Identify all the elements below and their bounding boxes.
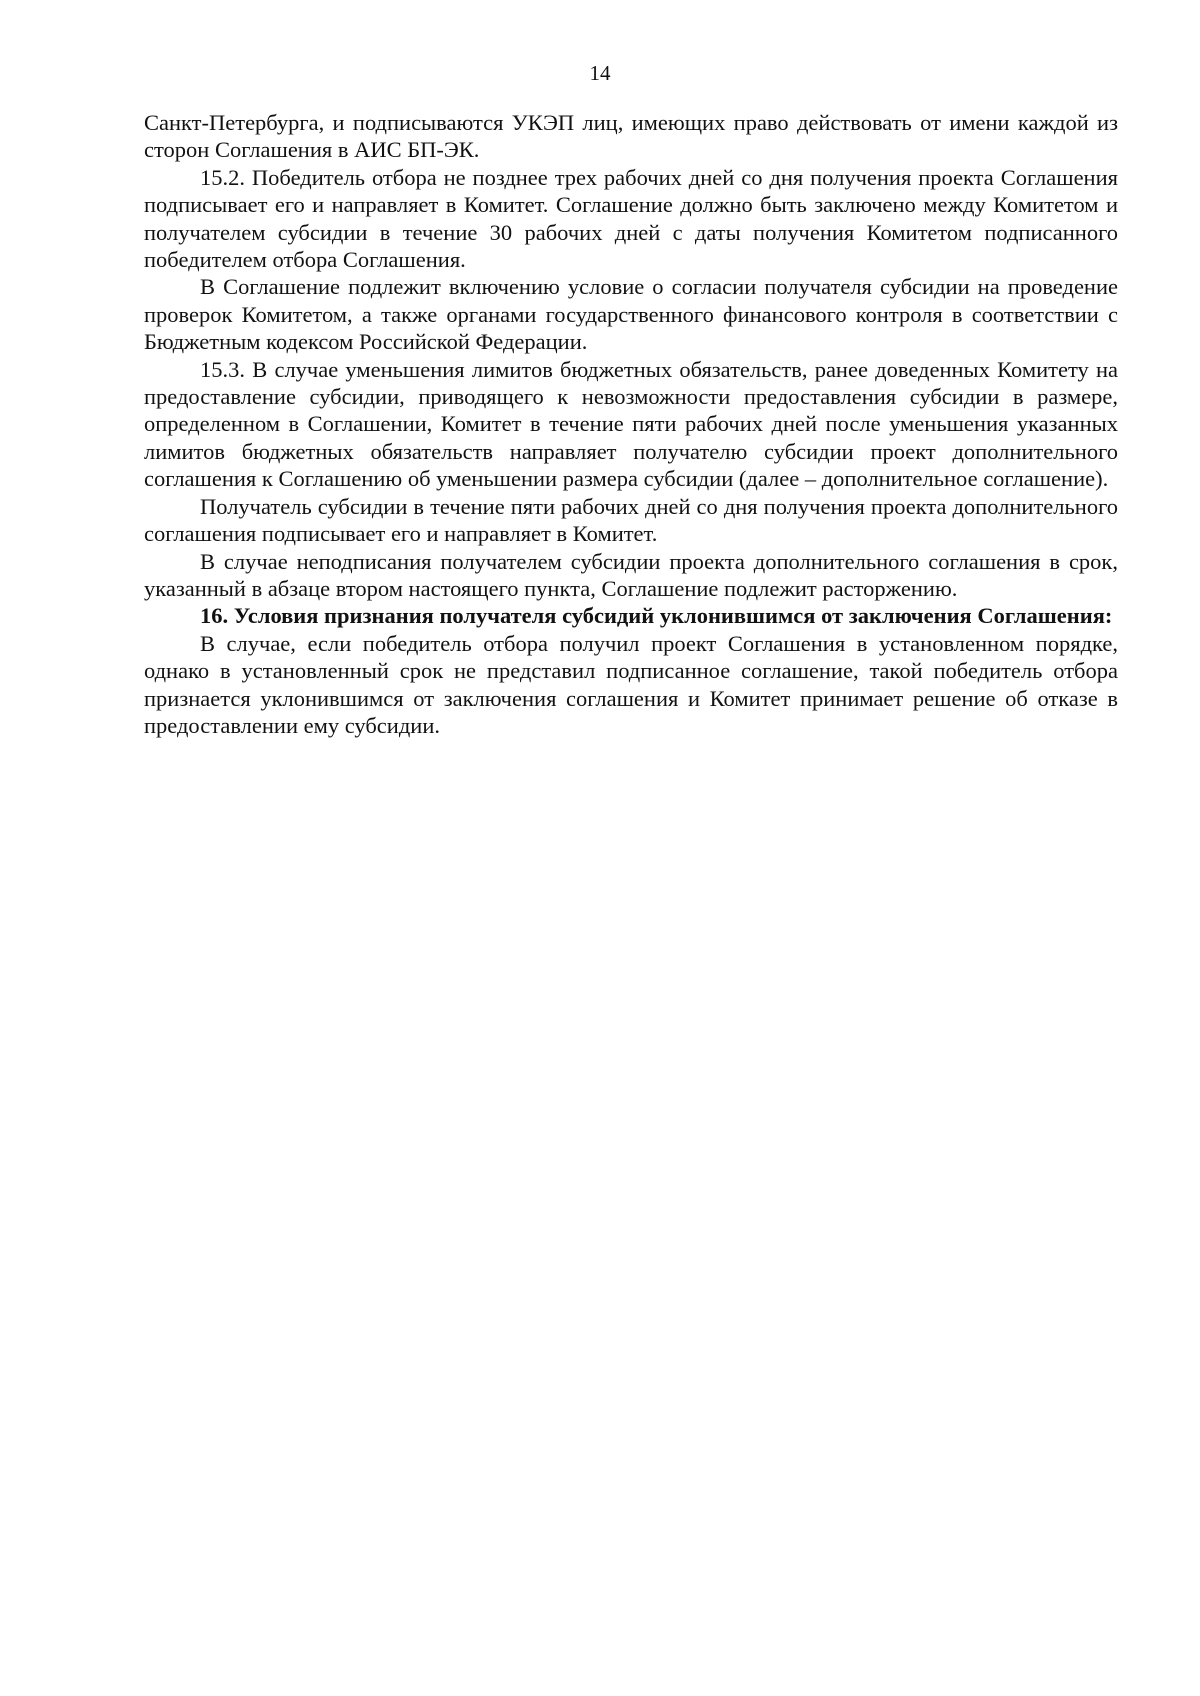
section-16-heading: 16. Условия признания получателя субсидий уклонившимся от заключения Соглашения: [200,603,1113,629]
document-body [144,109,1118,739]
paragraph-15-2: 15.2. Победитель отбора не позднее трех рабочих дней со дня получения проекта Соглашения подписывает его и направляет в Комитет. Соглашение должно быть заключено между Комитетом и получателем субсидии в течение 30 рабочих дней с даты получения Комитетом подписанного победителем отбора Соглашения. [144,164,1118,273]
section-16-body: В случае, если победитель отбора получил проект Соглашения в установленном порядке, однако в установленный срок не представил подписанное соглашение, такой победитель отбора признается уклонившимся от заключения соглашения и Комитет принимает решение об отказе в предоставлении ему субсидии. [144,630,1118,738]
paragraph-15-3: 15.3. В случае уменьшения лимитов бюджетных обязательств, ранее доведенных Комитету на предоставление субсидии, приводящего к невозможности предоставления субсидии в размере, определенном в Соглашении, Комитет в течение пяти рабочих дней после уменьшения указанных лимитов бюджетных обязательств направляет получателю субсидии проект дополнительного соглашения к Соглашению об уменьшении размера субсидии (далее – дополнительное соглашение). [144,356,1118,492]
paragraph-recipient-signing: Получатель субсидии в течение пяти рабочих дней со дня получения проекта дополнительного соглашения подписывает его и направляет в Комитет. [144,493,1118,547]
paragraph-agreement-condition: В Соглашение подлежит включению условие о согласии получателя субсидии на проведение проверок Комитетом, а также органами государственного финансового контроля в соответствии с Бюджетным кодексом Российской Федерации. [144,274,1118,355]
page-number: 14 [589,61,611,85]
paragraph-continuation: Санкт-Петербурга, и подписываются УКЭП лиц, имеющих право действовать от имени каждой из сторон Соглашения в АИС БП-ЭК. [144,110,1118,163]
paragraph-termination: В случае неподписания получателем субсидии проекта дополнительного соглашения в срок, указанный в абзаце втором настоящего пункта, Соглашение подлежит расторжению. [144,548,1118,601]
